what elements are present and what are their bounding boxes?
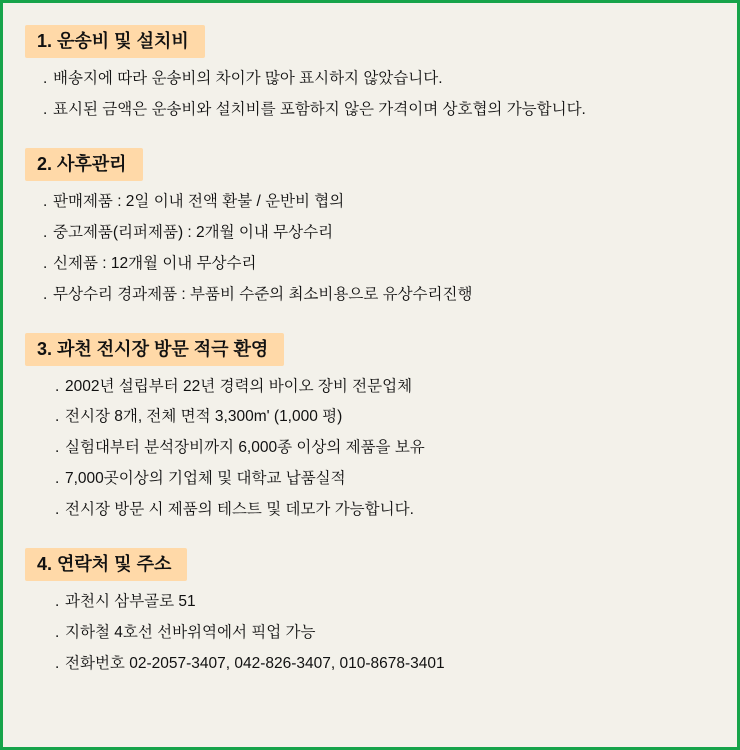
bullet-dot: . [55,470,60,488]
list-item-text: 7,000곳이상의 기업체 및 대학교 납품실적 [65,470,346,488]
bullet-dot: . [43,285,48,303]
list-item [55,649,719,680]
list-item [43,95,719,126]
bullet-dot: . [43,100,48,118]
bullet-dot: . [43,192,48,210]
list-item-text: 과천시 삼부골로 51 [65,593,196,611]
section-after-service [25,148,719,311]
bullet-dot: . [43,223,48,241]
section-item-list [25,187,719,311]
bullet-dot: . [55,408,60,426]
list-item [43,249,719,280]
list-item-text: 전시장 방문 시 제품의 테스트 및 데모가 가능합니다. [65,501,414,519]
bullet-dot: . [55,377,60,395]
bullet-dot: . [55,501,60,519]
list-item [55,464,719,495]
bullet-dot: . [55,593,60,611]
bullet-dot: . [55,439,60,457]
section-item-list [25,587,719,680]
list-item [55,618,719,649]
list-item-text: 전화번호 02-2057-3407, 042-826-3407, 010-8678-3401 [65,654,445,672]
list-item [55,587,719,618]
list-item-text: 표시된 금액은 운송비와 설치비를 포함하지 않은 가격이며 상호협의 가능합니다. [53,100,586,118]
bullet-dot: . [43,254,48,272]
section-heading: 2. 사후관리 [25,148,143,181]
list-item-text: 2002년 설립부터 22년 경력의 바이오 장비 전문업체 [65,377,413,395]
bullet-dot: . [55,654,60,672]
list-item [43,64,719,95]
section-heading: 1. 운송비 및 설치비 [25,25,205,58]
list-item [43,187,719,218]
list-item-text: 배송지에 따라 운송비의 차이가 많아 표시하지 않았습니다. [53,70,443,87]
list-item [43,218,719,249]
section-heading: 4. 연락처 및 주소 [25,548,187,581]
list-item [55,372,719,403]
section-item-list [25,372,719,527]
section-item-list [25,64,719,126]
section-showroom-visit [25,333,719,527]
list-item [55,402,719,433]
list-item-text: 실험대부터 분석장비까지 6,000종 이상의 제품을 보유 [65,439,425,457]
bullet-dot: . [55,624,60,642]
bullet-dot: . [43,70,48,87]
list-item-text: 무상수리 경과제품 : 부품비 수준의 최소비용으로 유상수리진행 [53,285,473,303]
section-contact-address [25,548,719,680]
list-item-text: 판매제품 : 2일 이내 전액 환불 / 운반비 협의 [53,192,345,210]
list-item-text: 전시장 8개, 전체 면적 3,300m' (1,000 평) [65,408,343,426]
list-item-text: 지하철 4호선 선바위역에서 픽업 가능 [65,624,316,642]
list-item [55,495,719,526]
list-item [55,433,719,464]
section-shipping-installation [25,25,719,126]
section-heading: 3. 과천 전시장 방문 적극 환영 [25,333,284,366]
list-item-text: 중고제품(리퍼제품) : 2개월 이내 무상수리 [53,223,334,241]
list-item-text: 신제품 : 12개월 이내 무상수리 [53,254,257,272]
list-item [43,280,719,311]
